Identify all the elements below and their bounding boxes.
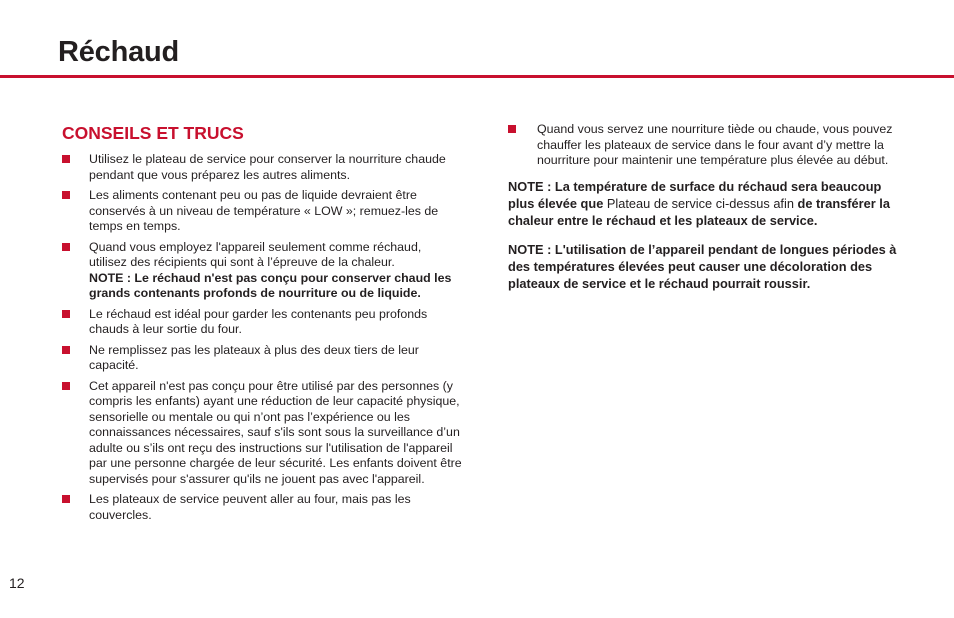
square-bullet-icon [62,310,70,318]
page-title: Réchaud [58,36,180,68]
square-bullet-icon [62,243,70,251]
list-item [62,152,462,183]
tips-list-continued [508,122,900,169]
right-column [508,122,900,304]
square-bullet-icon [62,346,70,354]
list-item [508,122,900,169]
list-item-text: Cet appareil n'est pas conçu pour être utilisé par des personnes (y compris les enfants) ayant une réduction de leur capacité physique, sensorielle ou mentale ou qui n’ont pas l’expérience ou les connaissances nécessaires, sauf s'ils sont sous la surveillance d’un adulte ou s’ils ont reçu des instructions sur l'utilisation de l'appareil par une personne chargée de leur sécurité. Les enfants doivent être supervisés pour s'assurer qu'ils ne jouent pas avec l'appareil. [89,378,462,486]
list-item-text: Le réchaud est idéal pour garder les contenants peu profonds chauds à leur sortie du four. [89,306,428,336]
surface-temperature-note [508,178,900,229]
tips-list [62,152,462,523]
square-bullet-icon [62,155,70,163]
square-bullet-icon [62,382,70,390]
square-bullet-icon [62,191,70,199]
note-text: Plateau de service ci-dessus afin [606,195,794,211]
square-bullet-icon [508,125,516,133]
discoloration-note: NOTE : L'utilisation de l’appareil pendant de longues périodes à des températures élevées peut causer une décoloration des plateaux de service et le réchaud pourrait roussir. [508,241,897,291]
list-item-text: Quand vous employez l'appareil seulement comme réchaud, utilisez des récipients qui sont à l’épreuve de la chaleur. [89,239,422,269]
list-item-note: NOTE : Le réchaud n'est pas conçu pour conserver chaud les grands contenants profonds de nourriture ou de liquide. [89,270,452,300]
section-heading: CONSEILS ET TRUCS [62,123,244,143]
list-item [62,240,462,302]
list-item-text: Quand vous servez une nourriture tiède ou chaude, vous pouvez chauffer les plateaux de service dans le four avant d’y mettre la nourriture pour maintenir une température plus élevée au début. [537,122,893,167]
list-item [62,343,462,374]
note-text: NOTE : La température de surface du réchaud sera beaucoup plus élevée que [508,178,882,211]
left-column [62,122,462,528]
list-item [62,379,462,488]
list-item [62,492,462,523]
list-item-text: Les aliments contenant peu ou pas de liquide devraient être conservés à un niveau de température « LOW »; remuez-les de temps en temps. [89,188,439,233]
title-rule [0,75,954,78]
note-text: de transférer la chaleur entre le réchaud et les plateaux de service. [508,195,890,228]
square-bullet-icon [62,495,70,503]
list-item-text: Ne remplissez pas les plateaux à plus des deux tiers de leur capacité. [89,342,419,372]
list-item [62,188,462,235]
list-item [62,307,462,338]
list-item-text: Les plateaux de service peuvent aller au four, mais pas les couvercles. [89,492,411,522]
list-item-text: Utilisez le plateau de service pour conserver la nourriture chaude pendant que vous préparez les autres aliments. [89,152,446,182]
page-number: 12 [9,575,25,591]
